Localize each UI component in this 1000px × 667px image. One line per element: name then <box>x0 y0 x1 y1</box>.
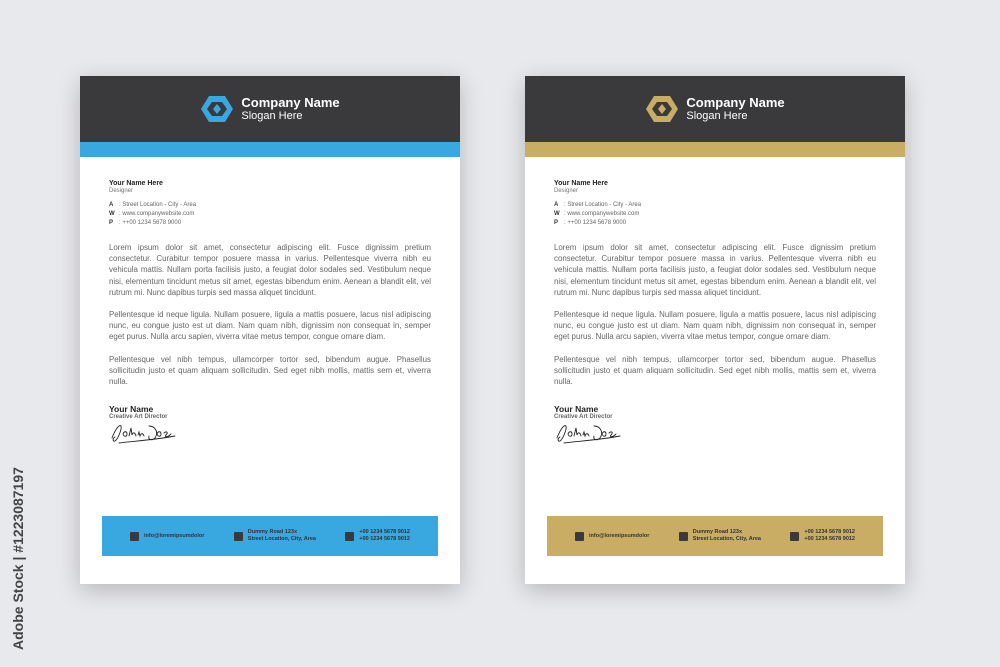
footer-address: Dummy Road 123x Street Location, City, Area <box>234 529 316 543</box>
sender-contact <box>109 201 431 228</box>
body-paragraph: Lorem ipsum dolor sit amet, consectetur adipiscing elit. Fusce dignissim pretium consectetur. Curabitur tempor posuere massa in varius. Pellentesque viverra nibh eu vehicula mattis. Nullam porta facilisis justo, a feugiat dolor sodales sed. Vestibulum neque nisi, elementum tincidunt metus sit amet, egestas bibendum enim. Aenean a blandit elit, vel rutrum mi. Nunc dapibus turpis sed massa aliquet tincidunt. <box>109 243 431 297</box>
address-row: A : Street Location - City - Area <box>554 202 642 208</box>
body-paragraph: Pellentesque id neque ligula. Nullam posuere, ligula a mattis posuere, lacus nisl adipiscing nunc, eu congue justo est ut diam. Nam quam nibh, dignissim non consequat in, semper eget purus. Nulla arcu sapien, viverra vitae metus tempor, congue ornare diam. <box>554 310 876 342</box>
footer-phone: +00 1234 5678 9012 +00 1234 5678 9012 <box>790 529 855 543</box>
address-row: A : Street Location - City - Area <box>109 202 197 208</box>
footer-bar <box>102 516 438 556</box>
sender-name: Your Name Here <box>554 180 608 187</box>
slogan: Slogan Here <box>241 110 303 123</box>
sender-contact <box>554 201 876 228</box>
signoff <box>554 404 876 444</box>
sender-title: Designer <box>554 188 579 194</box>
sign-title: Creative Art Director <box>109 414 168 421</box>
letter-body <box>554 242 876 387</box>
letterhead-gold <box>525 76 905 584</box>
envelope-icon <box>130 532 139 541</box>
handwritten-signature <box>554 420 624 444</box>
slogan: Slogan Here <box>686 110 748 123</box>
accent-bar <box>80 142 460 157</box>
letterhead-header <box>80 76 460 142</box>
letterhead-blue <box>80 76 460 584</box>
sign-title: Creative Art Director <box>554 414 613 421</box>
web-row: W : www.companywebsite.com <box>554 211 640 217</box>
stock-credit: Adobe Stock | #1223087197 <box>10 467 26 650</box>
company-name: Company Name <box>686 94 785 110</box>
phone-row: P : ++00 1234 5678 9000 <box>554 220 627 226</box>
phone-icon <box>790 532 799 541</box>
letter-body <box>109 242 431 387</box>
signoff <box>109 404 431 444</box>
company-logo <box>200 94 339 124</box>
footer-bar <box>547 516 883 556</box>
sign-name: Your Name <box>554 404 599 415</box>
sign-name: Your Name <box>109 404 154 415</box>
location-pin-icon <box>234 532 243 541</box>
footer-email: info@loremipsumdolor <box>575 532 649 541</box>
footer-address: Dummy Road 123x Street Location, City, Area <box>679 529 761 543</box>
body-paragraph: Pellentesque vel nibh tempus, ullamcorper tortor sed, bibendum augue. Phasellus sollicitudin justo et quam aliquam sollicitudin. Sed eget nibh mollis, mattis sem et, viverra nulla. <box>554 354 876 387</box>
footer-phone: +00 1234 5678 9012 +00 1234 5678 9012 <box>345 529 410 543</box>
company-logo <box>645 94 784 124</box>
accent-bar <box>525 142 905 157</box>
body-paragraph: Lorem ipsum dolor sit amet, consectetur adipiscing elit. Fusce dignissim pretium consectetur. Curabitur tempor posuere massa in varius. Pellentesque viverra nibh eu vehicula mattis. Nullam porta facilisis justo, a feugiat dolor sodales sed. Vestibulum neque nisi, elementum tincidunt metus sit amet, egestas bibendum enim. Aenean a blandit elit, vel rutrum mi. Nunc dapibus turpis sed massa aliquet tincidunt. <box>554 243 876 297</box>
letterhead-header <box>525 76 905 142</box>
body-paragraph: Pellentesque id neque ligula. Nullam posuere, ligula a mattis posuere, lacus nisl adipiscing nunc, eu congue justo est ut diam. Nam quam nibh, dignissim non consequat in, semper eget purus. Nulla arcu sapien, viverra vitae metus tempor, congue ornare diam. <box>109 310 431 342</box>
footer-email: info@loremipsumdolor <box>130 532 204 541</box>
envelope-icon <box>575 532 584 541</box>
phone-icon <box>345 532 354 541</box>
phone-row: P : ++00 1234 5678 9000 <box>109 220 182 226</box>
hexagon-logo-icon <box>200 94 234 124</box>
web-row: W : www.companywebsite.com <box>109 211 195 217</box>
sender-name: Your Name Here <box>109 180 163 187</box>
company-name: Company Name <box>241 94 340 110</box>
body-paragraph: Pellentesque vel nibh tempus, ullamcorper tortor sed, bibendum augue. Phasellus sollicitudin justo et quam aliquam sollicitudin. Sed eget nibh mollis, mattis sem et, viverra nulla. <box>109 354 431 387</box>
location-pin-icon <box>679 532 688 541</box>
handwritten-signature <box>109 420 179 444</box>
sender-title: Designer <box>109 188 134 194</box>
hexagon-logo-icon <box>645 94 679 124</box>
